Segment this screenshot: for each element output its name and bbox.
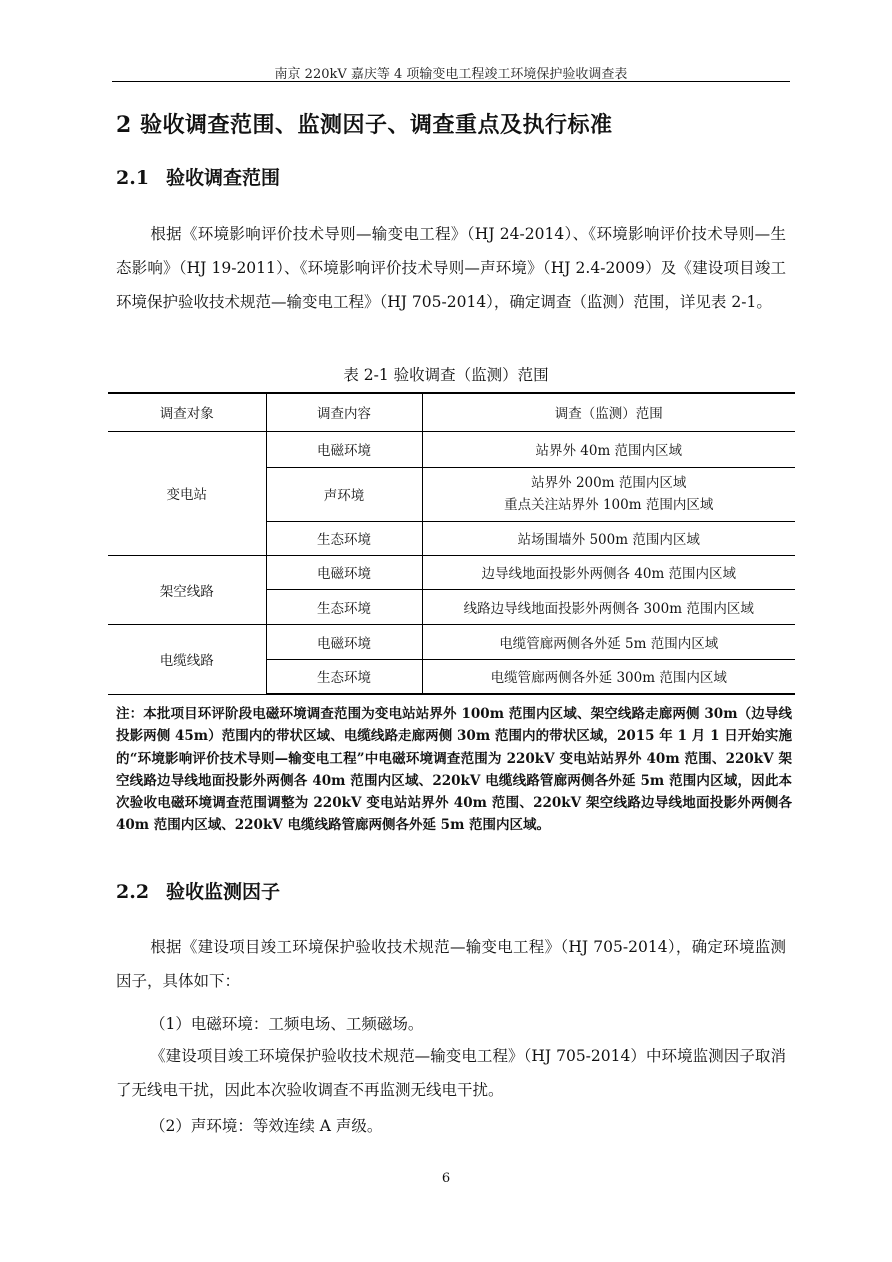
table-caption: 表 2-1 验收调查（监测）范围 [343,366,549,384]
list-item: （2）声环境：等效连续 A 声级。 [150,1117,383,1135]
content-cell: 生态环境 [266,659,422,694]
section-2-1-heading [116,163,280,190]
paragraph-scope [116,217,786,319]
range-line: 重点关注站界外 100m 范围内区域 [504,497,714,513]
table-row [108,431,795,467]
section-title: 验收监测因子 [166,881,281,903]
paragraph-text: 根据《建设项目竣工环境保护验收技术规范—输变电工程》（HJ 705-2014），确定环境监测因子，具体如下： [116,938,786,990]
paragraph-text: 《建设项目竣工环境保护验收技术规范—输变电工程》（HJ 705-2014）中环境监测因子取消了无线电干扰，因此本次验收调查不再监测无线电干扰。 [116,1047,786,1099]
paragraph-text: 根据《环境影响评价技术导则—输变电工程》（HJ 24-2014）、《环境影响评价技术导则—生态影响》（HJ 19-2011）、《环境影响评价技术导则—声环境》（HJ 2.4-2009）及《建设项目竣工环境保护验收技术规范—输变电工程》（HJ 705-2014），确定调查（监测）范围，详见表 2-1。 [116,225,786,311]
content-cell: 声环境 [266,467,422,521]
range-cell: 站场围墙外 500m 范围内区域 [422,521,795,555]
content-cell: 生态环境 [266,589,422,624]
content-cell: 生态环境 [266,521,422,555]
content-cell: 电磁环境 [266,431,422,467]
paragraph-note [116,1039,786,1107]
range-cell: 线路边导线地面投影外两侧各 300m 范围内区域 [422,589,795,624]
section-2-2-heading [116,877,280,904]
range-cell: 边导线地面投影外两侧各 40m 范围内区域 [422,555,795,589]
range-cell: 电缆管廊两侧各外延 300m 范围内区域 [422,659,795,694]
section-2-heading: 2 验收调查范围、监测因子、调查重点及执行标准 [116,112,613,138]
running-header: 南京 220kV 嘉庆等 4 项输变电工程竣工环境保护验收调查表 [274,67,628,82]
content-cell: 电磁环境 [266,555,422,589]
group-cell: 架空线路 [108,555,266,624]
table-note: 注：本批项目环评阶段电磁环境调查范围为变电站站界外 100m 范围内区域、架空线路走廊两侧 30m（边导线投影两侧 45m）范围内的带状区域、电缆线路走廊两侧 30m 范围内的带状区域，2015 年 1 月 1 日开始实施的“环境影响评价技术导则—输变电工程”中电磁环境调查范围为 220kV 变电站站界外 40m 范围、220kV 架空线路边导线地面投影外两侧各 40m 范围内区域、220kV 电缆线路管廊两侧各外延 5m 范围内区域，因此本次验收电磁环境调查范围调整为 220kV 变电站站界外 40m 范围、220kV 架空线路边导线地面投影外两侧各 40m 范围内区域、220kV 电缆线路管廊两侧各外延 5m 范围内区域。 [116,706,792,834]
paragraph-factors [116,930,786,998]
table-header-row [108,393,795,431]
header-cell: 调查对象 [108,393,266,431]
section-number: 2.2 [116,881,150,903]
table-row [108,624,795,659]
section-title: 验收调查范围 [166,167,281,189]
range-cell: 站界外 40m 范围内区域 [422,431,795,467]
group-cell: 变电站 [108,431,266,555]
scope-table [108,392,795,695]
header-cell: 调查（监测）范围 [422,393,795,431]
range-cell [422,467,795,521]
table-row [108,555,795,589]
header-rule [112,81,790,82]
list-item: （1）电磁环境：工频电场、工频磁场。 [150,1015,424,1033]
range-cell: 电缆管廊两侧各外延 5m 范围内区域 [422,624,795,659]
page-number: 6 [441,1171,451,1186]
group-cell: 电缆线路 [108,624,266,694]
section-number: 2.1 [116,167,150,189]
range-line: 站界外 200m 范围内区域 [531,475,687,491]
header-cell: 调查内容 [266,393,422,431]
content-cell: 电磁环境 [266,624,422,659]
